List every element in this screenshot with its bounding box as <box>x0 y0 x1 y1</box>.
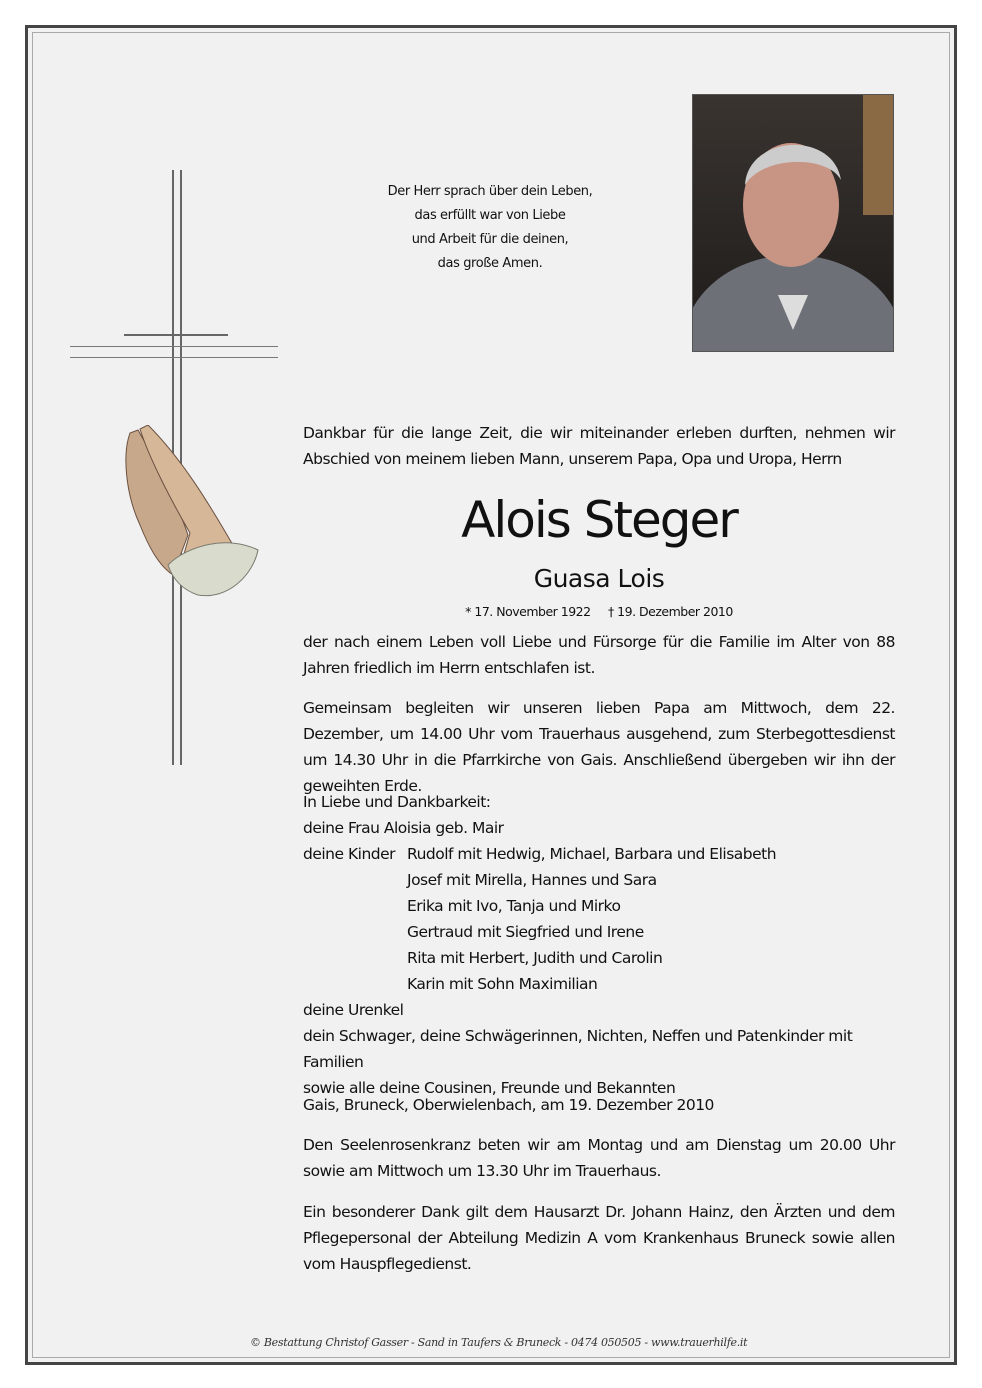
thanks-text: Ein besonderer Dank gilt dem Hausarzt Dr. Johann Hainz, den Ärzten und dem Pflegepersonal der Abteilung Medizin A vom Krankenhaus Bruneck sowie allen vom Hauspflegedienst. <box>303 1203 895 1273</box>
child-family: Rita mit Herbert, Judith und Carolin <box>407 949 663 967</box>
nickname: Guasa Lois <box>533 564 665 593</box>
mourner-wife: deine Frau Aloisia geb. Mair <box>303 819 504 837</box>
deceased-name: Alois Steger <box>461 491 737 549</box>
children-label: deine Kinder <box>303 845 396 863</box>
quote-line: das große Amen. <box>437 256 543 271</box>
bible-quote <box>370 180 610 276</box>
child-family: Gertraud mit Siegfried und Irene <box>407 923 644 941</box>
great-grandchildren: deine Urenkel <box>303 1001 404 1019</box>
mourners-list <box>303 789 895 1101</box>
children-block <box>303 841 895 997</box>
friends: sowie alle deine Cousinen, Freunde und Bekannten <box>303 1079 676 1097</box>
intro-text: Dankbar für die lange Zeit, die wir miteinander erleben durften, nehmen wir Abschied von meinem lieben Mann, unserem Papa, Opa und Uropa, Herrn <box>303 424 895 468</box>
quote-line: das erfüllt war von Liebe <box>414 208 566 223</box>
death-notice: der nach einem Leben voll Liebe und Fürsorge für die Familie im Alter von 88 Jahren friedlich im Herrn entschlafen ist. <box>303 633 895 677</box>
life-dates <box>303 603 895 621</box>
child-family: Josef mit Mirella, Hannes und Sara <box>407 871 657 889</box>
relatives: dein Schwager, deine Schwägerinnen, Nichten, Neffen und Patenkinder mit Familien <box>303 1027 853 1071</box>
quote-line: Der Herr sprach über dein Leben, <box>387 184 593 199</box>
portrait-image <box>693 95 893 351</box>
portrait-photo <box>692 94 894 352</box>
praying-hands-icon <box>118 425 263 605</box>
footer-credit: © Bestattung Christof Gasser - Sand in Taufers & Bruneck - 0474 050505 - www.trauerhilfe.it <box>250 1336 748 1349</box>
child-family: Karin mit Sohn Maximilian <box>407 975 598 993</box>
death-date: † 19. Dezember 2010 <box>607 604 733 619</box>
birth-date: * 17. November 1922 <box>465 604 591 619</box>
mourners-heading: In Liebe und Dankbarkeit: <box>303 793 491 811</box>
rosary-info: Den Seelenrosenkranz beten wir am Montag und am Dienstag um 20.00 Uhr sowie am Mittwoch um 13.30 Uhr im Trauerhaus. <box>303 1136 895 1180</box>
child-family: Erika mit Ivo, Tanja und Mirko <box>407 897 621 915</box>
place-date: Gais, Bruneck, Oberwielenbach, am 19. Dezember 2010 <box>303 1096 714 1114</box>
child-family: Rudolf mit Hedwig, Michael, Barbara und Elisabeth <box>407 845 777 863</box>
quote-line: und Arbeit für die deinen, <box>411 232 569 247</box>
funeral-details: Gemeinsam begleiten wir unseren lieben Papa am Mittwoch, dem 22. Dezember, um 14.00 Uhr vom Trauerhaus ausgehend, zum Sterbegottesdienst um 14.30 Uhr in die Pfarrkirche von Gais. Anschließend übergeben wir ihn der geweihten Erde. <box>303 699 895 795</box>
